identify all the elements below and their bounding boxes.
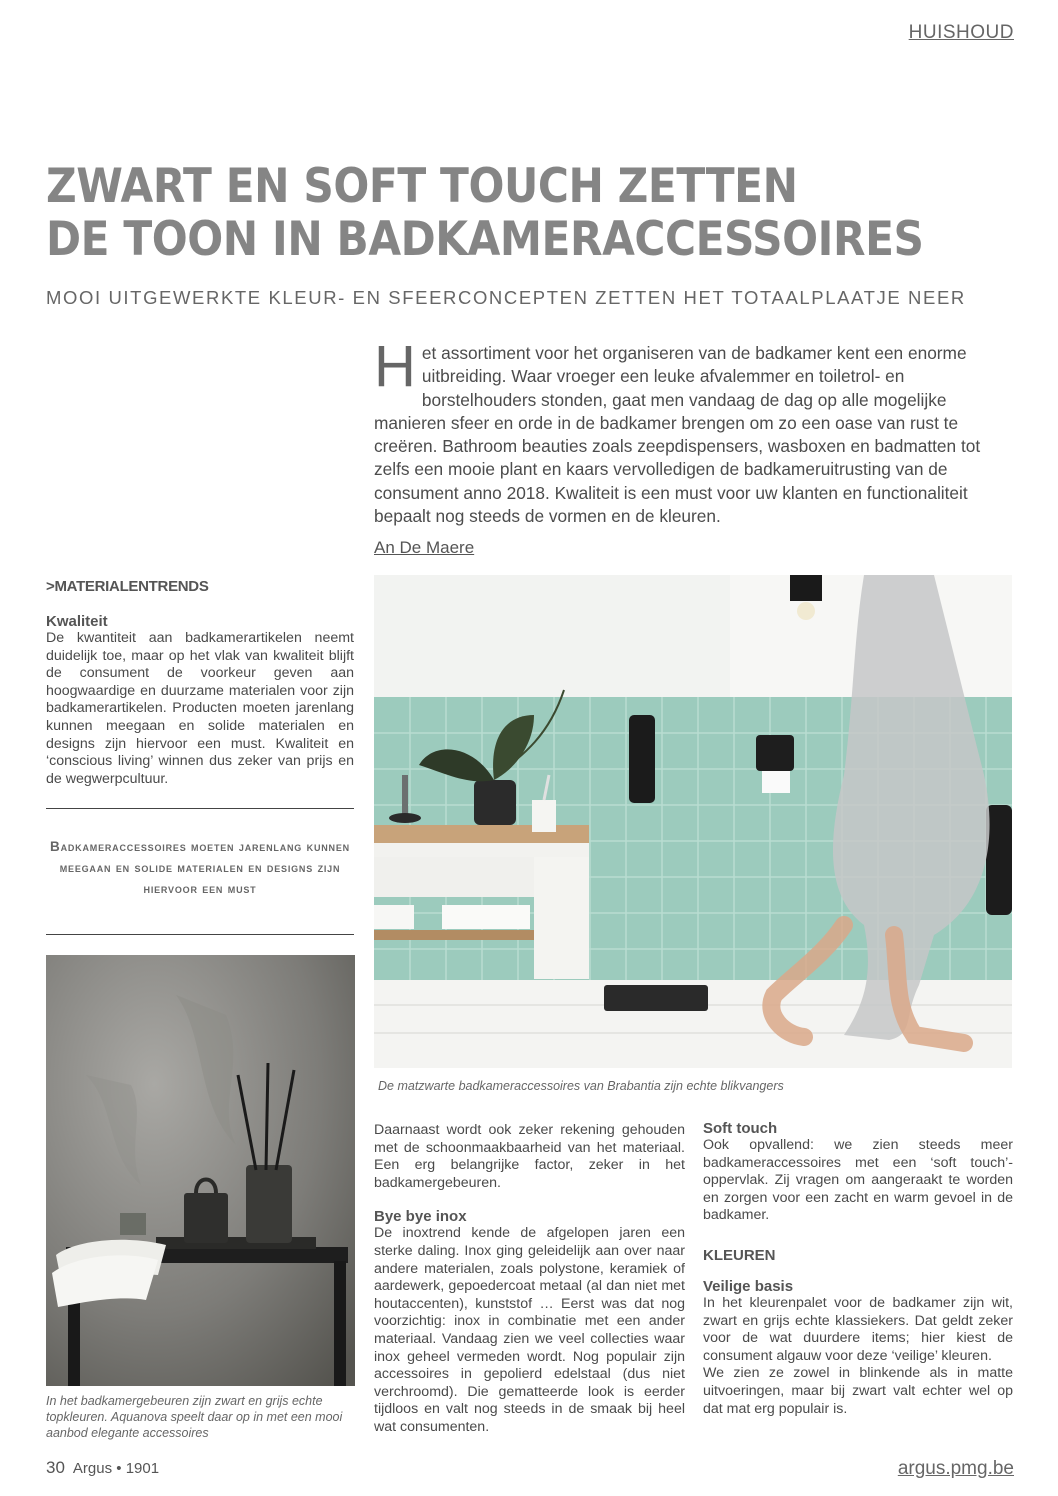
right-paragraph-2: In het kleurenpalet voor de badkamer zijn wit, zwart en grijs echte klassiekers. Dat geldt zeker voor de wat duurdere items; hier kiest de consument algauw voor deze ‘veilige’ kleuren. — [703, 1294, 1013, 1364]
page-number: 30 — [46, 1458, 65, 1477]
website-link[interactable]: argus.pmg.be — [897, 1458, 1014, 1479]
divider-top — [46, 808, 354, 809]
subheadline: MOOI UITGEWERKTE KLEUR- EN SFEERCONCEPTEN ZETTEN HET TOTAALPLAATJE NEER — [46, 287, 966, 308]
sidebar-heading: >MATERIALENTRENDS — [46, 578, 209, 595]
headline — [46, 160, 928, 266]
headline-line-1: ZWART EN SOFT TOUCH ZETTEN — [46, 159, 798, 214]
intro-text: et assortiment voor het organiseren van de badkamer kent een enorme uitbreiding. Waar vroeger een leuke afvalemmer en toiletrol- en borstelhouders stonden, gaat men vandaag de dag op alle mogelijke manieren sfeer en orde in de badkamer brengen om zo een oase van rust te creëren. Bathroom beauties zoals zeepdispensers, wasboxen en badmatten tot zelfs een mooie plant en kaars vervolledigen de badkameruitrusting van de consument anno 2018. Kwaliteit is een must voor uw klanten en functionaliteit bepaalt nog steeds de vormen en de kleuren. — [374, 343, 981, 527]
footer-left — [46, 1458, 159, 1478]
sidebar-text: De kwantiteit aan badkamerartikelen neemt duidelijk toe, maar op het vlak van kwaliteit blijft de consument de voorkeur geven aan hoogwaardige en duurzame materialen voor zijn badkamerartikelen. Producten moeten jarenlang kunnen meegaan en solide materialen en designs zijn hiervoor een must. Kwaliteit en ‘conscious living’ winnen dus zeker van prijs en de wegwerpcultuur. — [46, 630, 354, 787]
heading-veilige-basis: Veilige basis — [703, 1277, 794, 1295]
photo-dark-accessories-illustration — [46, 955, 355, 1386]
photo-bathroom-scene-illustration — [374, 575, 1012, 1068]
photo-bathroom-scene — [374, 575, 1012, 1068]
heading-kleuren: KLEUREN — [703, 1246, 776, 1264]
mid-paragraph-1: Daarnaast wordt ook zeker rekening gehouden met de schoonmaakbaarheid van het materiaal. Een erg belangrijke factor, zeker in het badkamergebeuren. — [374, 1122, 685, 1191]
headline-line-2: DE TOON IN BADKAMERACCESSOIRES — [46, 212, 924, 267]
column-right — [703, 1120, 1013, 1418]
divider-bottom — [46, 934, 354, 935]
right-paragraph-3: We zien ze zowel in blinkende als in matte uitvoeringen, maar bij zwart valt echter wel op dat mat erg populair is. — [703, 1365, 1013, 1417]
drop-cap: H — [374, 334, 416, 399]
mid-paragraph-2: De inoxtrend kende de afgelopen jaren een sterke daling. Inox ging geleidelijk aan over naar andere materialen, zoals polystone, keramiek of aardewerk, gepoedercoat metaal (al dan niet met houtaccenten), kunststof … Eerst was dat nog voorzichtig: inox in combinatie met een ander materiaal. Vandaag zien we veel collecties waar inox geheel vermeden wordt. Nog populair zijn accessoires in gepolierd edelstaal (dus niet verchroomd). Die gematteerde look is eerder tijdloos en valt nog steeds in de smaak bij heel wat consumenten. — [374, 1225, 685, 1435]
intro-paragraph — [374, 334, 1014, 528]
column-middle — [374, 1122, 685, 1437]
right-paragraph-1: Ook opvallend: we zien steeds meer badkameraccessoires met een ‘soft touch’-oppervlak. Zij vragen om aangeraakt te worden en zorgen voor een zacht en warm gevoel in de badkamer. — [703, 1137, 1013, 1224]
sidebar-body — [46, 613, 354, 788]
publication-name: Argus • 1901 — [72, 1460, 160, 1477]
heading-bye-bye-inox: Bye bye inox — [374, 1208, 467, 1226]
author-byline[interactable]: An De Maere — [374, 538, 475, 557]
pull-quote: Badkameraccessoires moeten jarenlang kunnen meegaan en solide materialen en designs zijn hiervoor een must — [50, 839, 350, 896]
heading-soft-touch: Soft touch — [703, 1120, 778, 1137]
caption-main-photo: De matzwarte badkameraccessoires van Brabantia zijn echte blikvangers — [378, 1079, 784, 1093]
photo-dark-accessories — [46, 955, 355, 1386]
sidebar-subheading: Kwaliteit — [46, 613, 108, 630]
caption-left-photo: In het badkamergebeuren zijn zwart en grijs echte topkleuren. Aquanova speelt daar op in met een mooi aanbod elegante accessoires — [46, 1394, 343, 1440]
section-tag[interactable]: HUISHOUD — [908, 22, 1014, 43]
